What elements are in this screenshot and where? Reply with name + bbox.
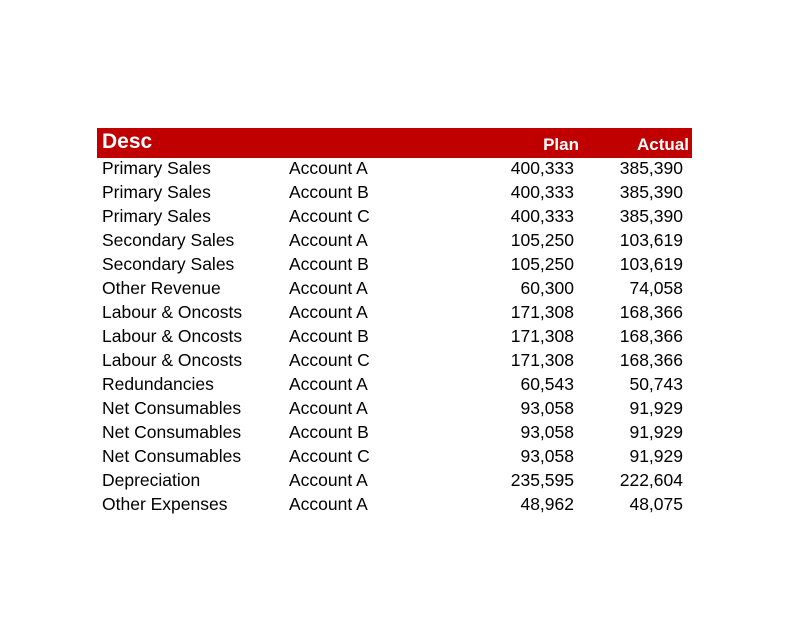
row-actual: 48,075	[629, 494, 683, 514]
row-actual: 168,366	[619, 350, 683, 370]
row-desc: Labour & Oncosts	[102, 350, 243, 370]
row-desc: Labour & Oncosts	[102, 326, 243, 346]
row-account: Account A	[289, 374, 368, 394]
table-row	[97, 278, 692, 302]
row-desc: Other Revenue	[102, 278, 221, 298]
table-row	[97, 206, 692, 230]
row-actual: 385,390	[619, 158, 683, 178]
table-row	[97, 350, 692, 374]
row-desc: Redundancies	[102, 374, 214, 394]
row-account: Account C	[289, 350, 370, 370]
table-row	[97, 422, 692, 446]
row-plan: 171,308	[510, 350, 574, 370]
row-actual: 91,929	[629, 422, 683, 442]
row-account: Account B	[289, 422, 369, 442]
table-header	[97, 128, 692, 158]
row-account: Account A	[289, 230, 368, 250]
row-desc: Labour & Oncosts	[102, 302, 243, 322]
table-row	[97, 302, 692, 326]
row-desc: Net Consumables	[102, 446, 242, 466]
table-row	[97, 446, 692, 470]
row-actual: 91,929	[629, 398, 683, 418]
row-desc: Other Expenses	[102, 494, 228, 514]
header-desc: Desc	[102, 130, 153, 153]
row-plan: 400,333	[510, 206, 574, 226]
table-row	[97, 374, 692, 398]
header-plan: Plan	[543, 135, 579, 154]
row-plan: 93,058	[520, 422, 574, 442]
row-account: Account A	[289, 302, 368, 322]
budget-table	[97, 128, 692, 518]
row-desc: Secondary Sales	[102, 230, 235, 250]
row-desc: Net Consumables	[102, 398, 242, 418]
row-account: Account A	[289, 278, 368, 298]
row-plan: 235,595	[510, 470, 574, 490]
row-account: Account B	[289, 326, 369, 346]
row-plan: 400,333	[510, 182, 574, 202]
row-actual: 50,743	[629, 374, 683, 394]
row-desc: Primary Sales	[102, 158, 211, 178]
row-account: Account C	[289, 206, 370, 226]
row-actual: 385,390	[619, 206, 683, 226]
row-plan: 105,250	[510, 230, 574, 250]
row-desc: Primary Sales	[102, 206, 211, 226]
row-actual: 103,619	[619, 254, 683, 274]
table-row	[97, 494, 692, 518]
row-account: Account A	[289, 470, 368, 490]
row-account: Account B	[289, 182, 369, 202]
row-actual: 222,604	[619, 470, 683, 490]
row-plan: 48,962	[520, 494, 574, 514]
row-account: Account A	[289, 494, 368, 514]
row-account: Account B	[289, 254, 369, 274]
row-plan: 171,308	[510, 302, 574, 322]
row-actual: 168,366	[619, 326, 683, 346]
row-account: Account A	[289, 158, 368, 178]
table-row	[97, 230, 692, 254]
row-account: Account C	[289, 446, 370, 466]
table-row	[97, 254, 692, 278]
row-plan: 171,308	[510, 326, 574, 346]
row-plan: 93,058	[520, 398, 574, 418]
table-row	[97, 158, 692, 182]
row-actual: 168,366	[619, 302, 683, 322]
row-actual: 103,619	[619, 230, 683, 250]
row-plan: 60,543	[520, 374, 574, 394]
row-desc: Depreciation	[102, 470, 201, 490]
row-actual: 74,058	[629, 278, 683, 298]
table-row	[97, 182, 692, 206]
row-plan: 400,333	[510, 158, 574, 178]
row-account: Account A	[289, 398, 368, 418]
header-actual: Actual	[637, 135, 689, 154]
row-plan: 93,058	[520, 446, 574, 466]
row-desc: Primary Sales	[102, 182, 211, 202]
row-plan: 60,300	[520, 278, 574, 298]
row-actual: 91,929	[629, 446, 683, 466]
row-actual: 385,390	[619, 182, 683, 202]
row-plan: 105,250	[510, 254, 574, 274]
table-body	[97, 158, 692, 518]
table-row	[97, 326, 692, 350]
row-desc: Net Consumables	[102, 422, 242, 442]
table-row	[97, 398, 692, 422]
row-desc: Secondary Sales	[102, 254, 235, 274]
table-row	[97, 470, 692, 494]
